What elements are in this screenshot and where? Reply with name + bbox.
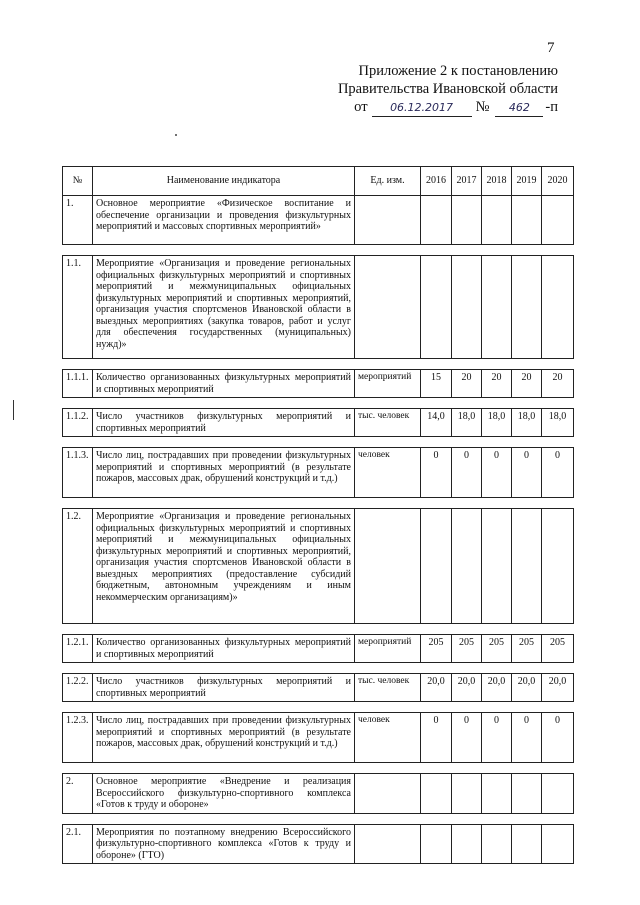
row-unit [355,774,421,814]
row-unit: тыс. человек [355,409,421,437]
header-name: Наименование индикатора [93,167,355,196]
row-gap [63,398,574,409]
row-value [542,509,574,624]
row-value: 20 [512,370,542,398]
row-value [542,824,574,864]
scan-dot [175,134,177,136]
table-row [63,409,574,437]
row-value [542,196,574,245]
row-value: 0 [421,448,452,498]
row-value: 0 [482,713,512,763]
row-value: 18,0 [452,409,482,437]
row-value [452,509,482,624]
table-row [63,774,574,814]
row-num: 1.2. [63,509,93,624]
row-num: 1.1.1. [63,370,93,398]
row-num: 1.2.1. [63,635,93,663]
table-row [63,509,574,624]
number-suffix: -п [545,99,558,115]
row-gap [63,663,574,674]
row-value: 20,0 [482,674,512,702]
row-value: 0 [452,448,482,498]
row-value [512,509,542,624]
row-unit: тыс. человек [355,674,421,702]
row-num: 1.1. [63,256,93,359]
row-name: Количество организованных физкультурных мероприятий и спортивных мероприятий [93,370,355,398]
row-name: Число участников физкультурных мероприятий и спортивных мероприятий [93,674,355,702]
row-value: 0 [482,448,512,498]
table-row [63,635,574,663]
row-name: Число участников физкультурных мероприятий и спортивных мероприятий [93,409,355,437]
row-name: Основное мероприятие «Внедрение и реализация Всероссийского физкультурно-спортивного комплекса «Готов к труду и обороне» [93,774,355,814]
row-value [482,509,512,624]
row-name: Основное мероприятие «Физическое воспитание и обеспечение организации и проведения физкультурных мероприятий и массовых спортивных мероприятий» [93,196,355,245]
row-value [482,824,512,864]
header-line-2: Правительства Ивановской области [337,81,558,97]
row-value: 0 [512,713,542,763]
row-unit [355,509,421,624]
header-year: 2020 [542,167,574,196]
table-row [63,256,574,359]
row-unit: человек [355,713,421,763]
row-value: 18,0 [542,409,574,437]
row-value [512,774,542,814]
table-row [63,674,574,702]
row-name: Число лиц, пострадавших при проведении физкультурных мероприятий и спортивных мероприятий (в результате пожаров, массовых драк, обрушений конструкций и т.д.) [93,713,355,763]
row-value [452,824,482,864]
row-num: 2.1. [63,824,93,864]
table-row [63,370,574,398]
indicators-table [62,166,574,864]
row-name: Мероприятия по поэтапному внедрению Всероссийского физкультурно-спортивного комплекса «Готов к труду и обороне» (ГТО) [93,824,355,864]
row-unit [355,256,421,359]
row-value [542,256,574,359]
row-gap [63,359,574,370]
header-unit: Ед. изм. [355,167,421,196]
row-num: 1.1.2. [63,409,93,437]
row-num: 1. [63,196,93,245]
row-value: 205 [542,635,574,663]
row-value: 20,0 [452,674,482,702]
table-row [63,196,574,245]
row-gap [63,813,574,824]
row-value: 15 [421,370,452,398]
header-line-3 [338,98,558,117]
row-num: 1.1.3. [63,448,93,498]
row-value: 0 [421,713,452,763]
row-value: 0 [542,713,574,763]
scan-margin-mark [13,400,14,420]
row-value [542,774,574,814]
row-value [421,509,452,624]
row-value: 0 [542,448,574,498]
header-year: 2016 [421,167,452,196]
row-value: 20,0 [421,674,452,702]
row-value: 20 [452,370,482,398]
row-value: 205 [421,635,452,663]
table-row [63,824,574,864]
row-value: 205 [512,635,542,663]
row-value [452,774,482,814]
document-header [338,62,558,117]
row-value [421,824,452,864]
row-value: 205 [452,635,482,663]
header-line-1: Приложение 2 к постановлению [358,63,558,79]
resolution-number: 462 [495,100,543,117]
row-gap [63,498,574,509]
row-unit [355,824,421,864]
row-gap [63,763,574,774]
from-label: от [354,99,368,115]
table-header-row [63,167,574,196]
row-value [421,196,452,245]
row-unit: мероприятий [355,635,421,663]
row-gap [63,624,574,635]
row-gap [63,437,574,448]
row-value [482,196,512,245]
row-value: 18,0 [512,409,542,437]
row-name: Число лиц, пострадавших при проведении физкультурных мероприятий и спортивных мероприятий (в результате пожаров, массовых драк, обрушений конструкций и т.д.) [93,448,355,498]
row-name: Количество организованных физкультурных мероприятий и спортивных мероприятий [93,635,355,663]
row-unit: мероприятий [355,370,421,398]
table-row [63,448,574,498]
page-number: 7 [547,40,555,56]
row-value [512,824,542,864]
row-gap [63,245,574,256]
row-value: 0 [512,448,542,498]
row-value: 20 [482,370,512,398]
header-year: 2018 [482,167,512,196]
table-row [63,713,574,763]
row-value [482,256,512,359]
row-gap [63,702,574,713]
row-num: 2. [63,774,93,814]
row-value [421,256,452,359]
row-unit [355,196,421,245]
row-value [421,774,452,814]
row-value [452,256,482,359]
row-value [512,256,542,359]
row-value: 0 [452,713,482,763]
resolution-date: 06.12.2017 [372,100,472,117]
row-name: Мероприятие «Организация и проведение региональных официальных физкультурных мероприятий и спортивных мероприятий и межмуниципальных официальных физкультурных мероприятий и спортивных мероприятий, организация участия спортсменов Ивановской области в выездных мероприятиях (закупка товаров, работ и услуг для обеспечения государственных (муниципальных) нужд)» [93,256,355,359]
header-num: № [63,167,93,196]
row-value: 20,0 [512,674,542,702]
row-name: Мероприятие «Организация и проведение региональных официальных физкультурных мероприятий и спортивных мероприятий и межмуниципальных официальных физкультурных мероприятий и спортивных мероприятий, организация участия спортсменов Ивановской области в выездных мероприятиях (предоставление субсидий бюджетным, автономным учреждениям и иным некоммерческим организациям)» [93,509,355,624]
row-value: 20 [542,370,574,398]
row-num: 1.2.2. [63,674,93,702]
row-num: 1.2.3. [63,713,93,763]
table-body [63,196,574,864]
header-year: 2019 [512,167,542,196]
number-label: № [475,99,490,115]
row-value: 18,0 [482,409,512,437]
row-value: 205 [482,635,512,663]
row-value: 20,0 [542,674,574,702]
row-value [482,774,512,814]
row-value: 14,0 [421,409,452,437]
header-year: 2017 [452,167,482,196]
row-value [512,196,542,245]
row-value [452,196,482,245]
row-unit: человек [355,448,421,498]
